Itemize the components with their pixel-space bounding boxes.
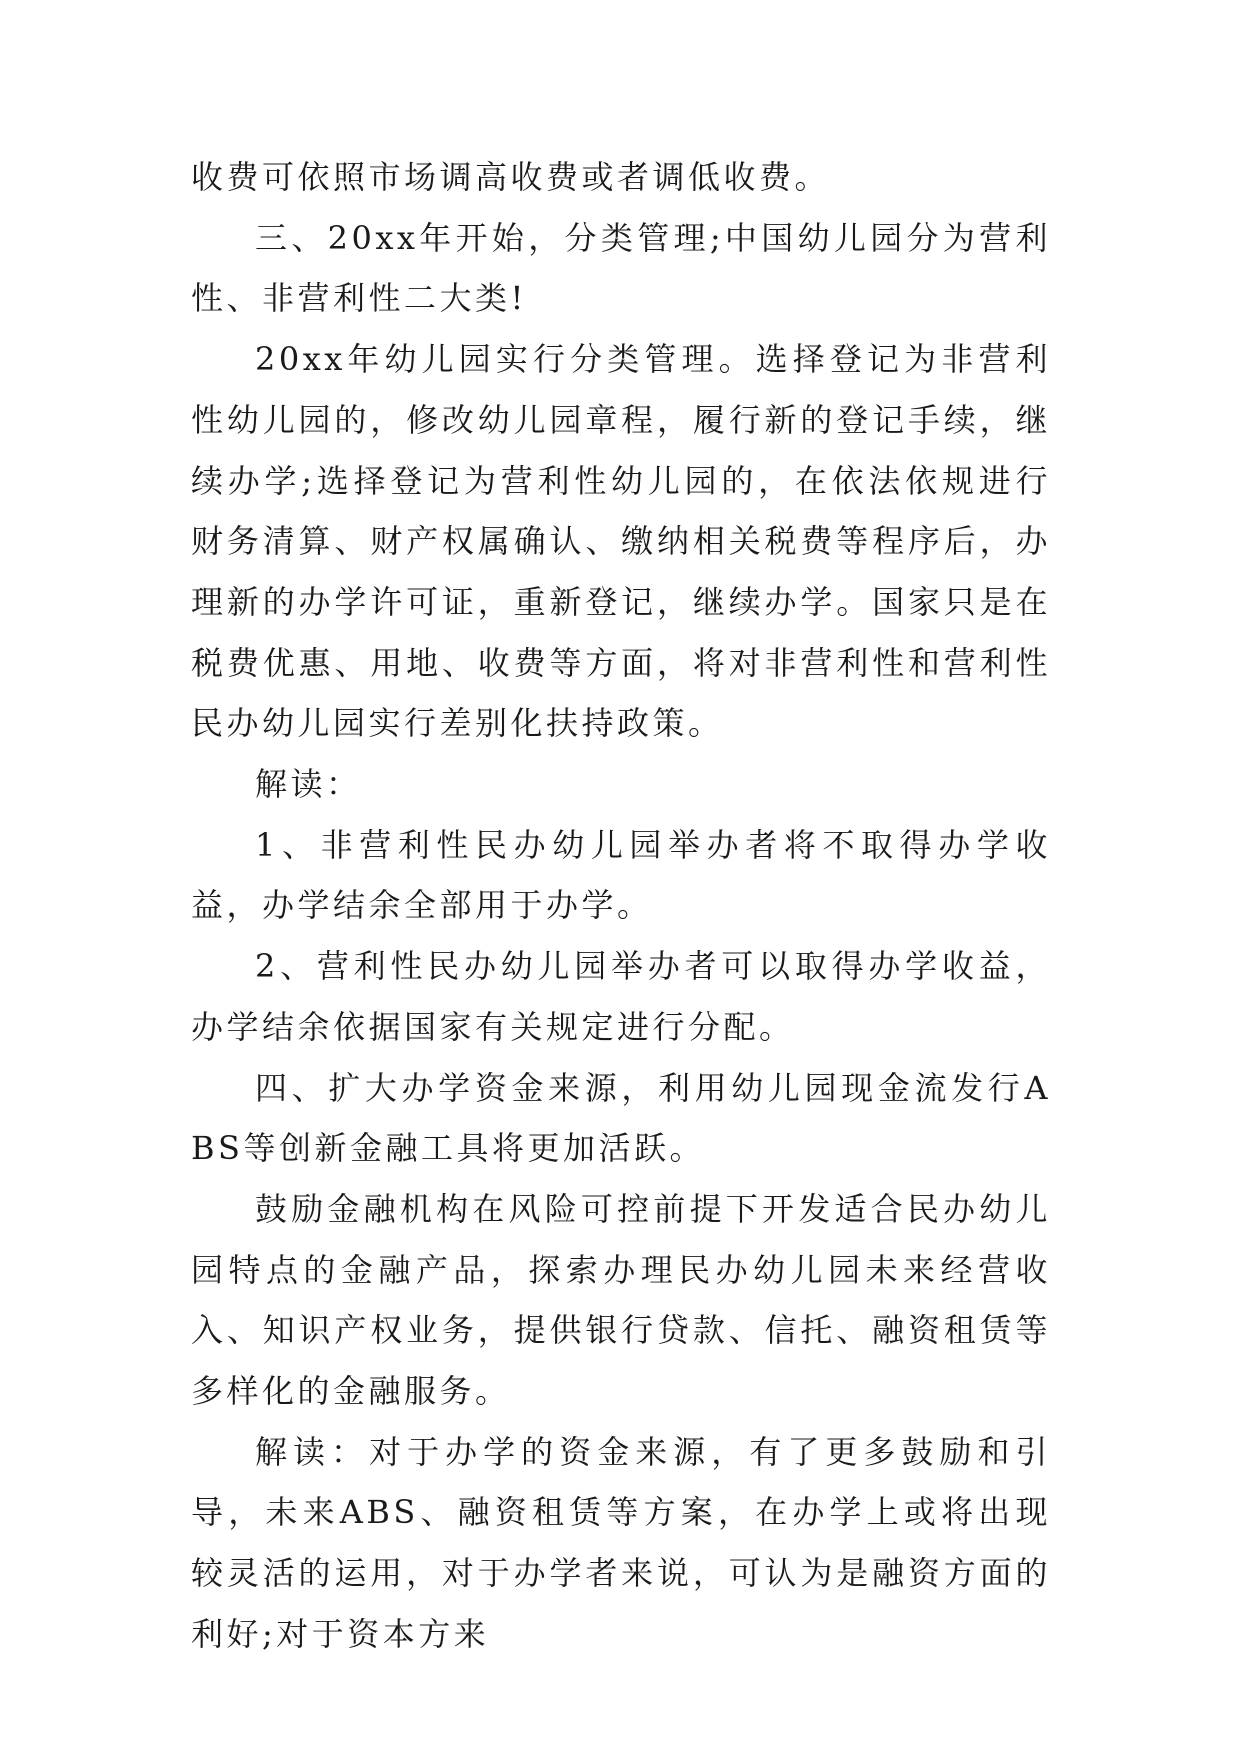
paragraph-classification-management: 20xx年幼儿园实行分类管理。选择登记为非营利性幼儿园的，修改幼儿园章程，履行新的登记手续，继续办学;选择登记为营利性幼儿园的，在依法依规进行财务清算、财产权属确认、缴纳相关税费等程序后，办理新的办学许可证，重新登记，继续办学。国家只是在税费优惠、用地、收费等方面，将对非营利性和营利性民办幼儿园实行差别化扶持政策。 — [191, 340, 1051, 743]
paragraph-continuation: 收费可依照市场调高收费或者调低收费。 — [191, 158, 831, 196]
paragraph-financial-institutions: 鼓励金融机构在风险可控前提下开发适合民办幼儿园特点的金融产品，探索办理民办幼儿园未来经营收入、知识产权业务，提供银行贷款、信托、融资租赁等多样化的金融服务。 — [191, 1189, 1051, 1411]
paragraph-point-two: 2、营利性民办幼儿园举办者可以取得办学收益，办学结余依据国家有关规定进行分配。 — [191, 947, 1051, 1046]
paragraph-section-three-heading: 三、20xx年开始，分类管理;中国幼儿园分为营利性、非营利性二大类! — [191, 218, 1051, 318]
paragraph-funding-interpretation: 解读：对于办学的资金来源，有了更多鼓励和引导，未来ABS、融资租赁等方案，在办学上或将出现较灵活的运用，对于办学者来说，可认为是融资方面的利好;对于资本方来 — [191, 1432, 1051, 1653]
document-body — [191, 147, 1051, 1665]
paragraph-interpretation-label: 解读： — [255, 765, 362, 804]
paragraph-point-one: 1、非营利性民办幼儿园举办者将不取得办学收益，办学结余全部用于办学。 — [191, 825, 1051, 925]
paragraph-section-four-heading: 四、扩大办学资金来源，利用幼儿园现金流发行ABS等创新金融工具将更加活跃。 — [191, 1068, 1051, 1168]
